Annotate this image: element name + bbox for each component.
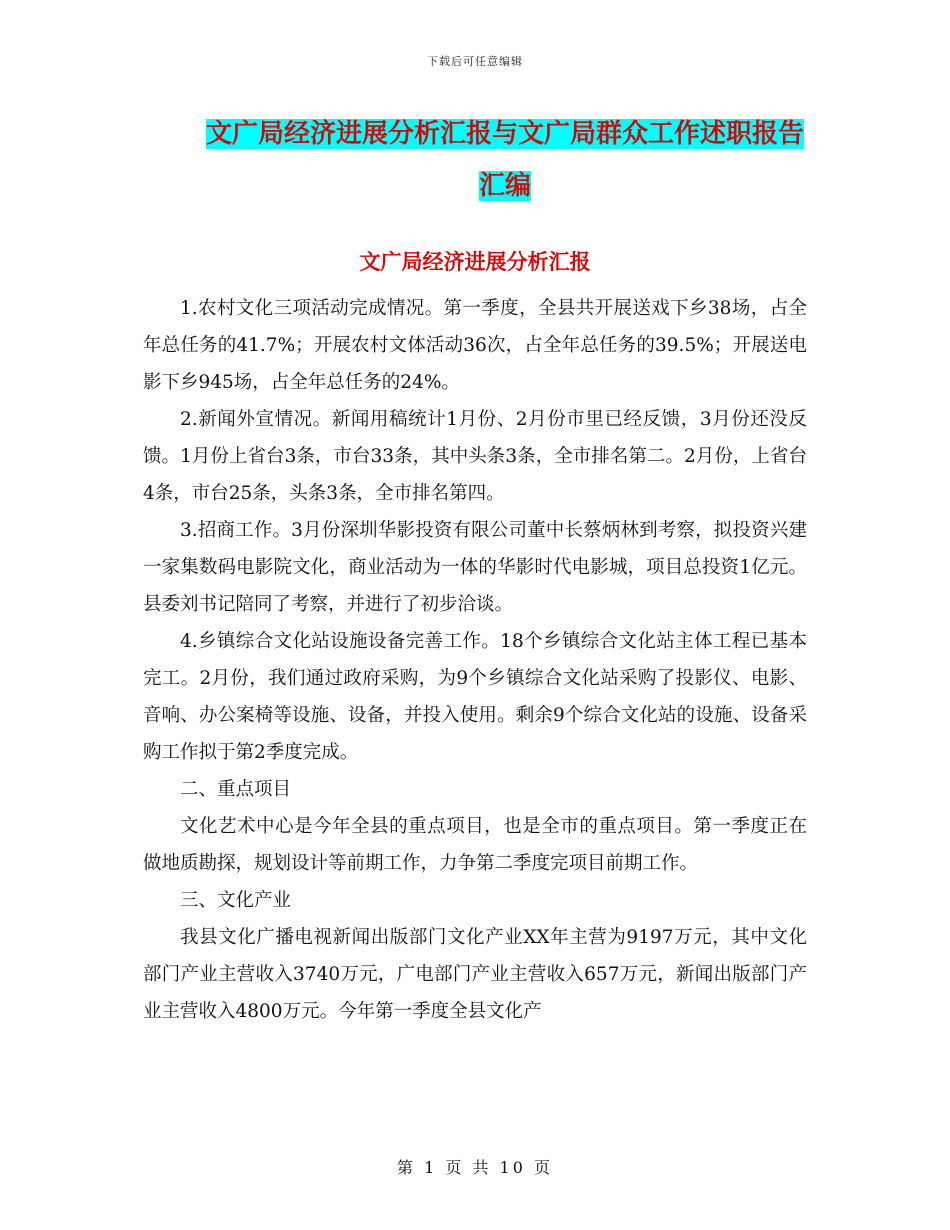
- page-footer: 第 1 页 共 10 页: [397, 1158, 553, 1177]
- subheading-key-projects: 二、重点项目: [180, 779, 292, 800]
- paragraph: 文化艺术中心是今年全县的重点项目，也是全市的重点项目。第一季度正在做地质勘探，规划设计等前期工作，力争第二季度完项目前期工作。: [143, 816, 807, 874]
- document-title-text: 文广局经济进展分析汇报与文广局群众工作述职报告汇编: [205, 119, 804, 201]
- paragraph: 4.乡镇综合文化站设施设备完善工作。18个乡镇综合文化站主体工程已基本完工。2月份，我们通过政府采购，为9个乡镇综合文化站采购了投影仪、电影、音响、办公案椅等设施、设备，并投入使用。剩余9个综合文化站的设施、设备采购工作拟于第2季度完成。: [143, 631, 807, 763]
- paragraph: 3.招商工作。3月份深圳华影投资有限公司董中长蔡炳林到考察，拟投资兴建一家集数码电影院文化，商业活动为一体的华影时代电影城，项目总投资1亿元。县委刘书记陪同了考察，并进行了初步洽谈。: [143, 520, 807, 615]
- section-title: 文广局经济进展分析汇报: [359, 249, 591, 274]
- subheading-culture-industry: 三、文化产业: [180, 890, 292, 911]
- header-note: 下载后可任意编辑: [427, 55, 523, 68]
- paragraph: 2.新闻外宣情况。新闻用稿统计1月份、2月份市里已经反馈，3月份还没反馈。1月份上省台3条，市台33条，其中头条3条，全市排名第二。2月份，上省台4条，市台25条，头条3条，全市排名第四。: [143, 409, 807, 504]
- document-title: [195, 108, 815, 212]
- paragraph: 我县文化广播电视新闻出版部门文化产业XX年主营为9197万元，其中文化部门产业主营收入3740万元，广电部门产业主营收入657万元，新闻出版部门产业主营收入4800万元。今年第一季度全县文化产: [143, 927, 807, 1022]
- paragraph: 1.农村文化三项活动完成情况。第一季度，全县共开展送戏下乡38场，占全年总任务的41.7%；开展农村文体活动36次，占全年总任务的39.5%；开展送电影下乡945场，占全年总任务的24%。: [143, 298, 807, 393]
- document-body: [143, 290, 807, 1030]
